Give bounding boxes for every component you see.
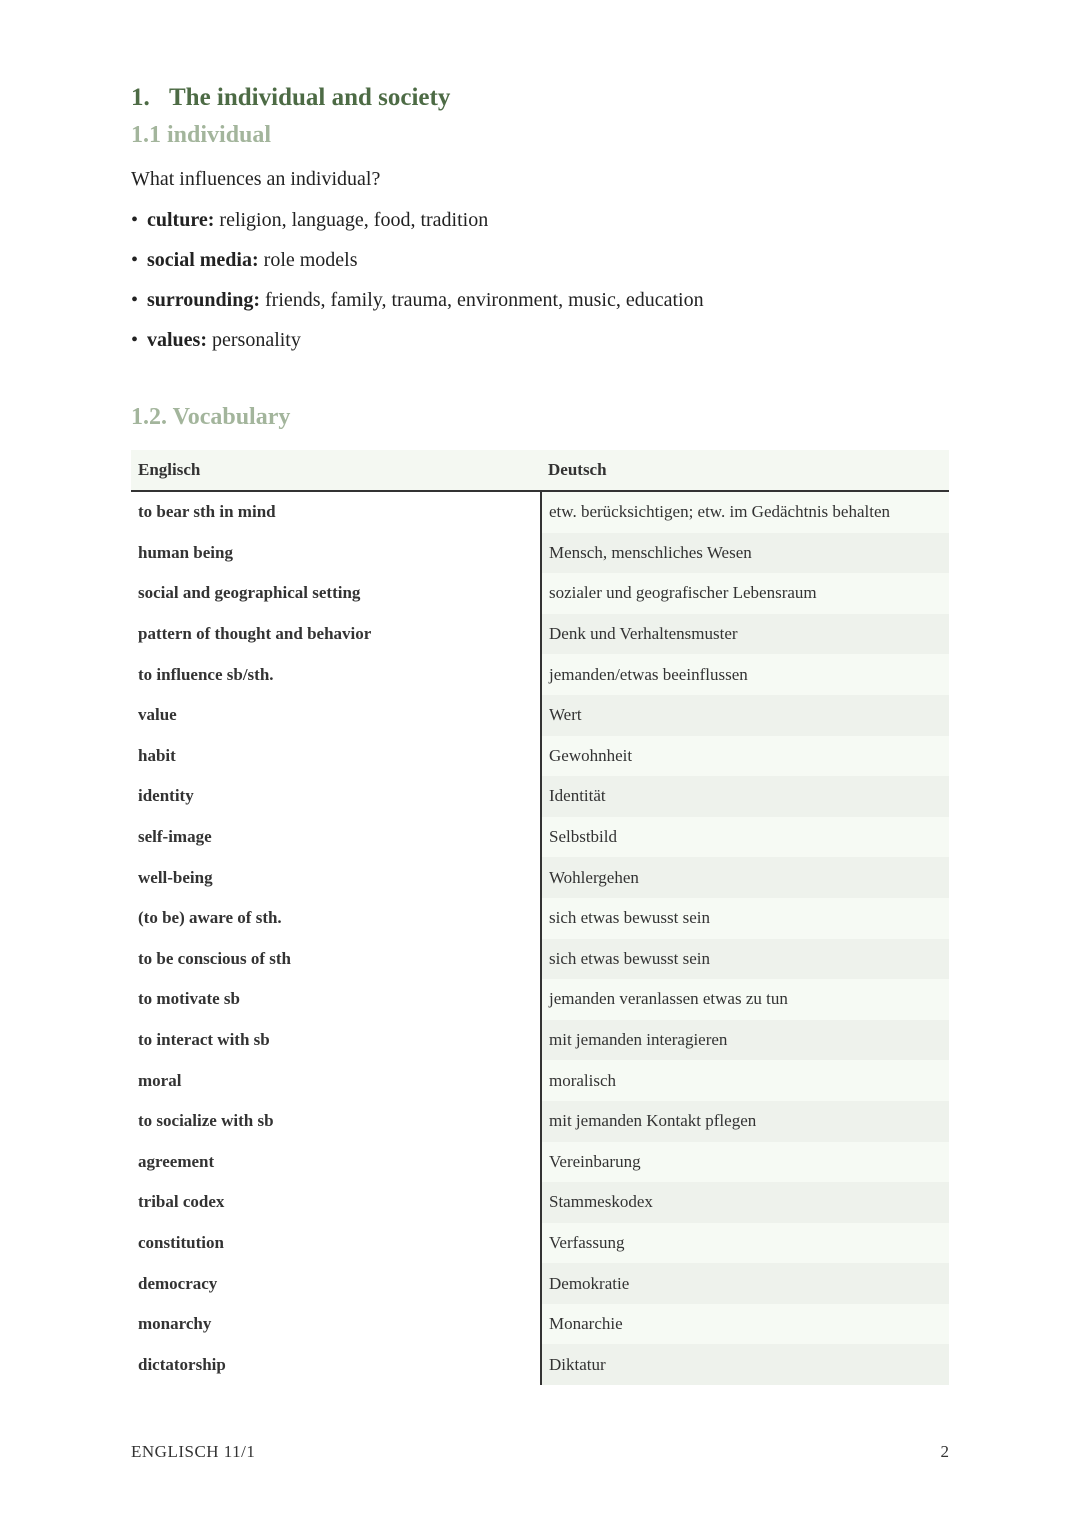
german-translation: sich etwas bewusst sein — [541, 939, 949, 980]
bullet-icon: • — [131, 329, 139, 351]
table-row — [131, 614, 949, 655]
list-item-text: role models — [258, 249, 358, 271]
german-translation: etw. berücksichtigen; etw. im Gedächtnis behalten — [541, 491, 949, 533]
english-term: tribal codex — [131, 1182, 541, 1223]
list-item — [131, 326, 704, 366]
german-translation: Verfassung — [541, 1223, 949, 1264]
german-translation: Vereinbarung — [541, 1142, 949, 1183]
german-translation: mit jemanden interagieren — [541, 1020, 949, 1061]
english-term: democracy — [131, 1263, 541, 1304]
chapter-title: The individual and society — [169, 84, 451, 111]
english-term: value — [131, 695, 541, 736]
english-term: to socialize with sb — [131, 1101, 541, 1142]
list-item-term: values: — [147, 329, 207, 351]
section-heading-individual: 1.1 individual — [131, 122, 272, 148]
chapter-number: 1. — [131, 84, 150, 111]
german-translation: Mensch, menschliches Wesen — [541, 533, 949, 574]
german-translation: Identität — [541, 776, 949, 817]
english-term: to interact with sb — [131, 1020, 541, 1061]
list-item — [131, 246, 704, 286]
english-term: monarchy — [131, 1304, 541, 1345]
english-term: moral — [131, 1060, 541, 1101]
german-translation: jemanden/etwas beeinflussen — [541, 654, 949, 695]
german-translation: Denk und Verhaltensmuster — [541, 614, 949, 655]
english-term: habit — [131, 736, 541, 777]
table-row — [131, 573, 949, 614]
english-term: dictatorship — [131, 1344, 541, 1385]
english-term: (to be) aware of sth. — [131, 898, 541, 939]
table-row — [131, 491, 949, 533]
table-row — [131, 654, 949, 695]
bullet-icon: • — [131, 209, 139, 231]
german-translation: jemanden veranlassen etwas zu tun — [541, 979, 949, 1020]
footer-course-label: ENGLISCH 11/1 — [131, 1442, 256, 1461]
english-term: self-image — [131, 817, 541, 858]
german-translation: Gewohnheit — [541, 736, 949, 777]
english-term: pattern of thought and behavior — [131, 614, 541, 655]
table-row — [131, 695, 949, 736]
column-header-german: Deutsch — [541, 450, 949, 491]
question-text: What influences an individual? — [131, 168, 381, 190]
table-row — [131, 939, 949, 980]
list-item-term: culture: — [147, 209, 215, 231]
table-row — [131, 857, 949, 898]
table-row — [131, 1020, 949, 1061]
english-term: human being — [131, 533, 541, 574]
page-number: 2 — [940, 1442, 949, 1461]
table-row — [131, 1263, 949, 1304]
german-translation: Stammeskodex — [541, 1182, 949, 1223]
german-translation: Wohlergehen — [541, 857, 949, 898]
list-item-term: social media: — [147, 249, 259, 271]
table-header-row — [131, 450, 949, 491]
english-term: to motivate sb — [131, 979, 541, 1020]
column-header-english: Englisch — [131, 450, 541, 491]
german-translation: mit jemanden Kontakt pflegen — [541, 1101, 949, 1142]
english-term: to influence sb/sth. — [131, 654, 541, 695]
german-translation: Monarchie — [541, 1304, 949, 1345]
table-row — [131, 736, 949, 777]
german-translation: Wert — [541, 695, 949, 736]
german-translation: sich etwas bewusst sein — [541, 898, 949, 939]
list-item-term: surrounding: — [147, 289, 261, 311]
chapter-heading — [131, 84, 450, 112]
table-row — [131, 533, 949, 574]
list-item-text: personality — [207, 329, 301, 351]
english-term: identity — [131, 776, 541, 817]
table-row — [131, 817, 949, 858]
list-item — [131, 286, 704, 326]
table-row — [131, 1142, 949, 1183]
english-term: to bear sth in mind — [131, 491, 541, 533]
english-term: to be conscious of sth — [131, 939, 541, 980]
list-item-text: friends, family, trauma, environment, music, education — [260, 289, 704, 311]
table-row — [131, 979, 949, 1020]
vocabulary-table — [131, 450, 949, 1385]
german-translation: Selbstbild — [541, 817, 949, 858]
table-row — [131, 1344, 949, 1385]
english-term: well-being — [131, 857, 541, 898]
english-term: agreement — [131, 1142, 541, 1183]
table-row — [131, 1182, 949, 1223]
influence-list — [131, 206, 704, 366]
english-term: social and geographical setting — [131, 573, 541, 614]
table-row — [131, 898, 949, 939]
table-row — [131, 776, 949, 817]
list-item-text: religion, language, food, tradition — [214, 209, 489, 231]
german-translation: sozialer und geografischer Lebensraum — [541, 573, 949, 614]
bullet-icon: • — [131, 249, 139, 271]
table-row — [131, 1060, 949, 1101]
table-row — [131, 1101, 949, 1142]
german-translation: moralisch — [541, 1060, 949, 1101]
german-translation: Diktatur — [541, 1344, 949, 1385]
german-translation: Demokratie — [541, 1263, 949, 1304]
section-heading-vocabulary: 1.2. Vocabulary — [131, 404, 291, 430]
list-item — [131, 206, 704, 246]
table-row — [131, 1304, 949, 1345]
english-term: constitution — [131, 1223, 541, 1264]
bullet-icon: • — [131, 289, 139, 311]
table-row — [131, 1223, 949, 1264]
